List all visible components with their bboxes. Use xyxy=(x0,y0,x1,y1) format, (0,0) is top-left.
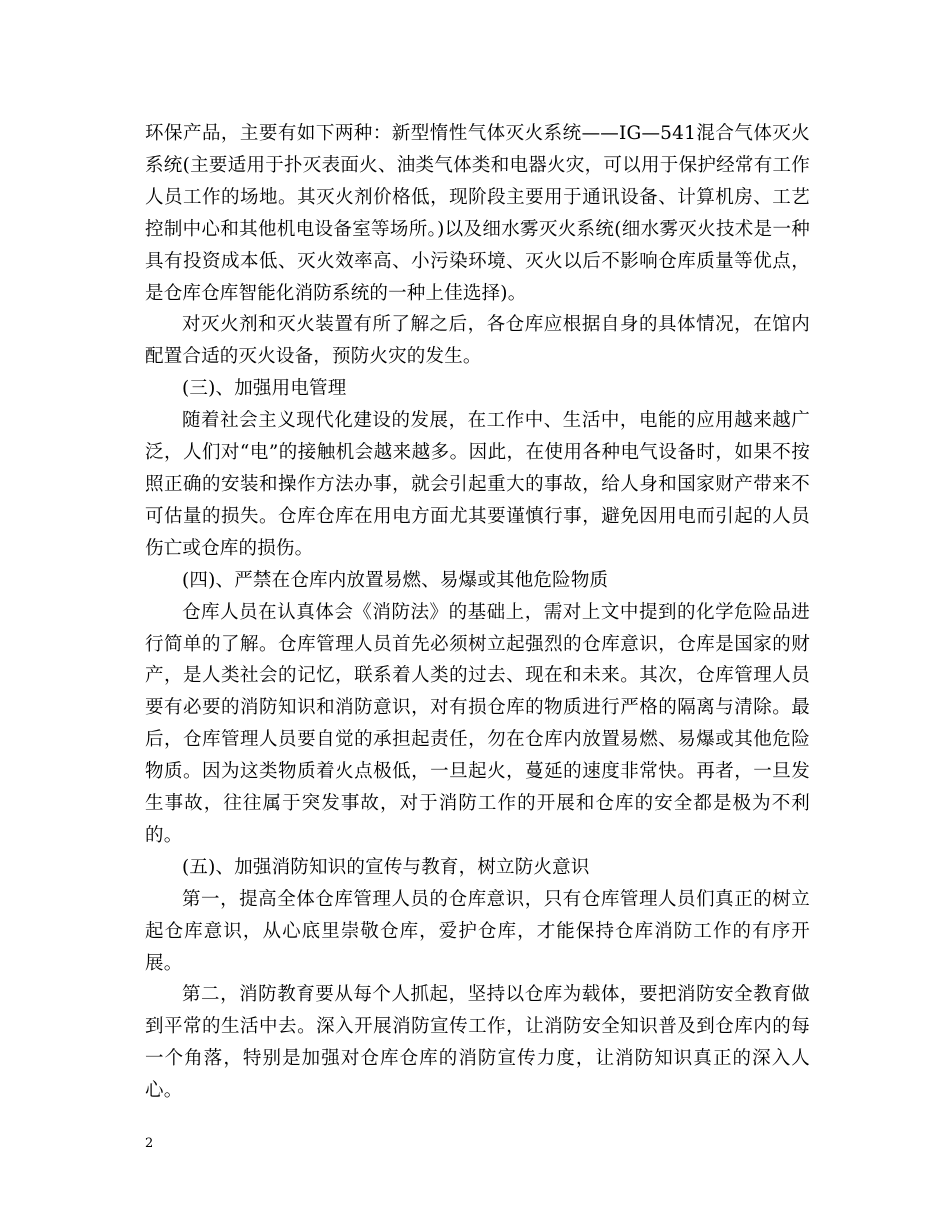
section-heading-hazardous-materials: (四)、严禁在仓库内放置易燃、易爆或其他危险物质 xyxy=(182,569,609,591)
paragraph-electricity-management: 随着社会主义现代化建设的发展，在工作中、生活中，电能的应用越来越广泛，人们对“电”的接触机会越来越多。因此，在使用各种电气设备时，如果不按照正确的安装和操作方法办事，就会引起重大的事故，给人身和国家财产带来不可估量的损失。仓库仓库在用电方面尤其要谨慎行事，避免因用电而引起的人员伤亡或仓库的损伤。 xyxy=(145,410,810,559)
paragraph-fire-suppression-products: 环保产品，主要有如下两种：新型惰性气体灭火系统——IG—541混合气体灭火系统(主要适用于扑灭表面火、油类气体类和电器火灾，可以用于保护经常有工作人员工作的场地。其灭火剂价格低，现阶段主要用于通讯设备、计算机房、工艺控制中心和其他机电设备室等场所。)以及细水雾灭火系统(细水雾灭火技术是一种具有投资成本低、灭火效率高、小污染环境、灭火以后不影响仓库质量等优点，是仓库仓库智能化消防系统的一种上佳选择)。 xyxy=(145,123,810,304)
document-body xyxy=(145,118,810,1107)
paragraph-extinguishing-equipment: 对灭火剂和灭火装置有所了解之后，各仓库应根据自身的具体情况，在馆内配置合适的灭火设备，预防火灾的发生。 xyxy=(145,314,810,368)
paragraph-hazardous-materials: 仓库人员在认真体会《消防法》的基础上，需对上文中提到的化学危险品进行简单的了解。仓库管理人员首先必须树立起强烈的仓库意识，仓库是国家的财产，是人类社会的记忆，联系着人类的过去、现在和未来。其次，仓库管理人员要有必要的消防知识和消防意识，对有损仓库的物质进行严格的隔离与清除。最后，仓库管理人员要自觉的承担起责任，勿在仓库内放置易燃、易爆或其他危险物质。因为这类物质着火点极低，一旦起火，蔓延的速度非常快。再者，一旦发生事故，往往属于突发事故，对于消防工作的开展和仓库的安全都是极为不利的。 xyxy=(145,601,810,846)
paragraph-first-point: 第一，提高全体仓库管理人员的仓库意识，只有仓库管理人员们真正的树立起仓库意识，从心底里崇敬仓库，爱护仓库，才能保持仓库消防工作的有序开展。 xyxy=(145,888,810,974)
section-heading-electricity-management: (三)、加强用电管理 xyxy=(182,378,347,400)
paragraph-second-point: 第二，消防教育要从每个人抓起，坚持以仓库为载体，要把消防安全教育做到平常的生活中去。深入开展消防宣传工作，让消防安全知识普及到仓库内的每一个角落，特别是加强对仓库仓库的消防宣传力度，让消防知识真正的深入人心。 xyxy=(145,984,810,1102)
section-heading-fire-education: (五)、加强消防知识的宣传与教育，树立防火意识 xyxy=(182,856,590,878)
page-number: 2 xyxy=(145,1136,154,1151)
